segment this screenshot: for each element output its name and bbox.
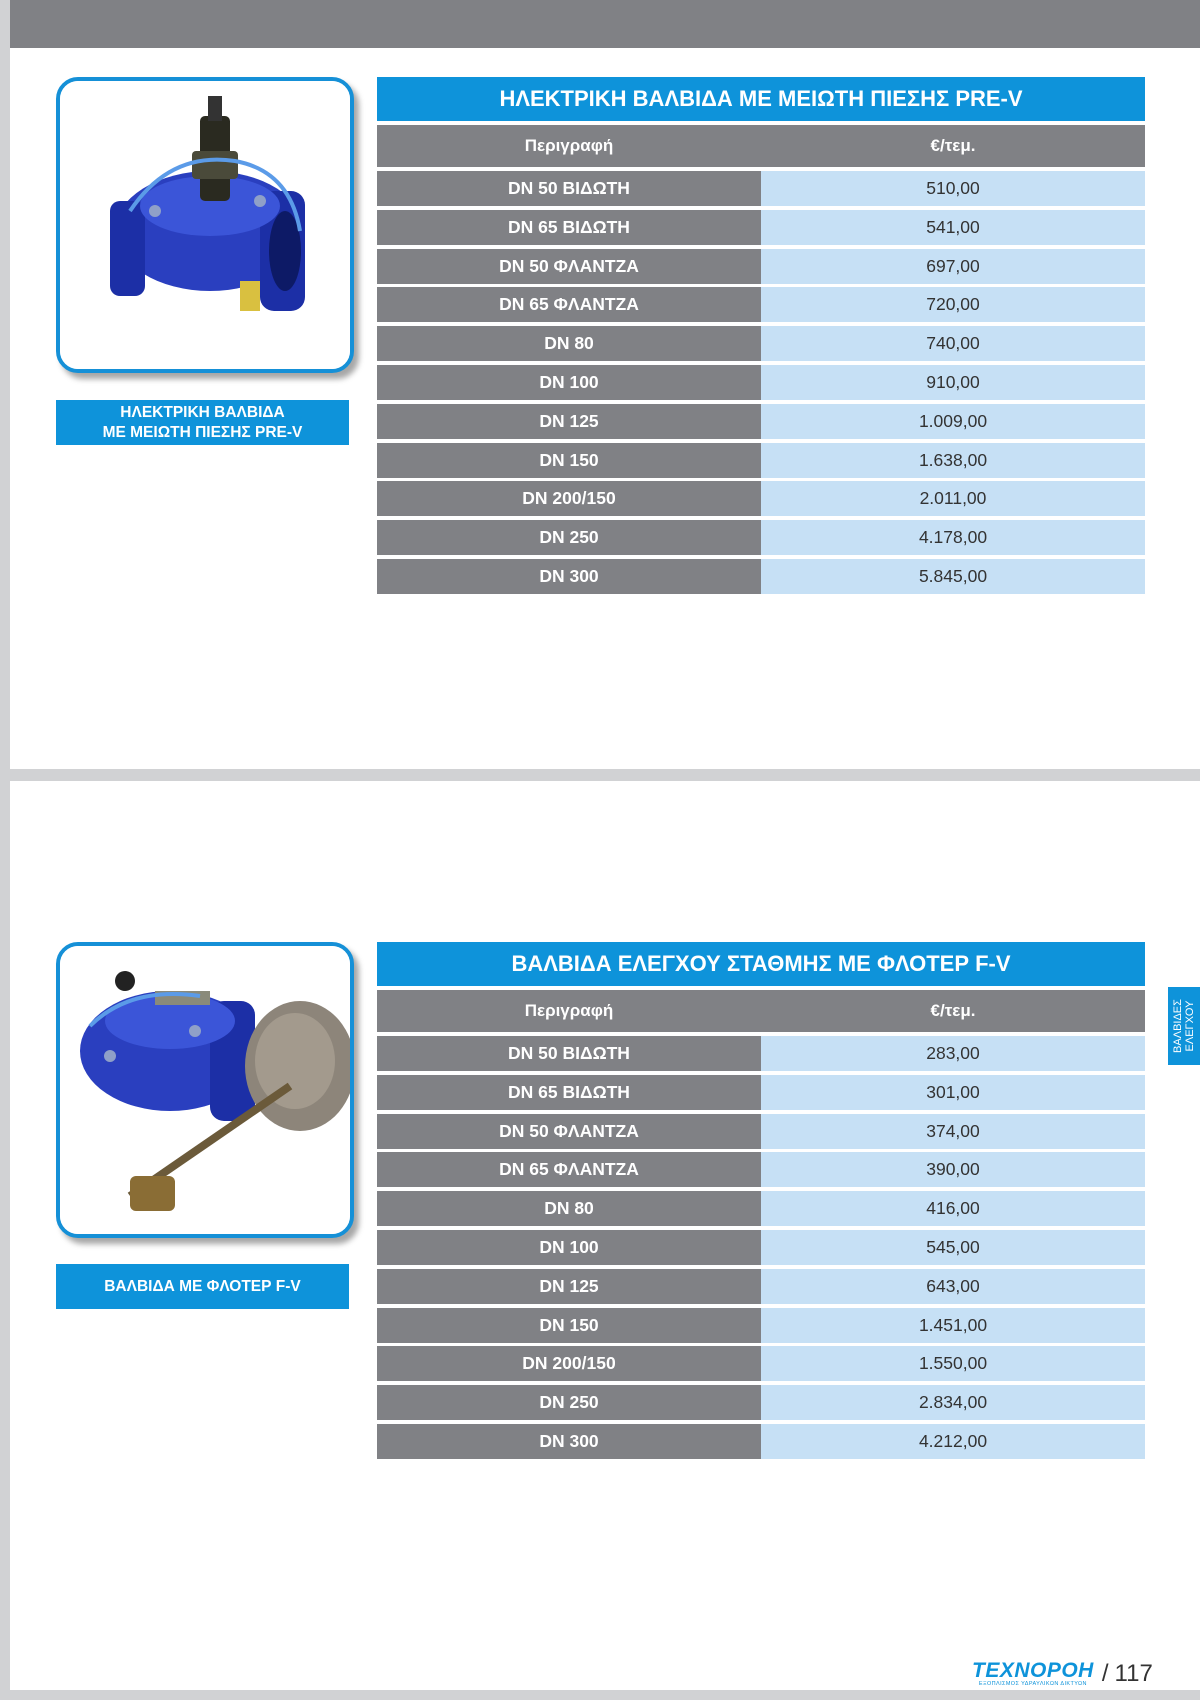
table-row <box>377 249 1145 284</box>
table-row <box>377 1385 1145 1420</box>
row-price: 1.638,00 <box>761 443 1145 478</box>
product-photo-pre-v <box>56 77 354 373</box>
row-price: 2.834,00 <box>761 1385 1145 1420</box>
page-footer <box>972 1656 1153 1692</box>
row-description: DN 50 ΦΛΑΝΤΖΑ <box>377 249 761 284</box>
row-description: DN 65 ΒΙΔΩΤΗ <box>377 210 761 245</box>
table-row <box>377 171 1145 206</box>
valve-f-v-image <box>60 946 350 1234</box>
caption-line-1: ΗΛΕΚΤΡΙΚΗ ΒΑΛΒΙΔΑ <box>120 403 285 421</box>
caption-line-1: ΒΑΛΒΙΔΑ ΜΕ ΦΛΟΤΕΡ F-V <box>104 1277 301 1295</box>
table-row <box>377 1191 1145 1226</box>
table-row <box>377 520 1145 555</box>
row-description: DN 50 ΒΙΔΩΤΗ <box>377 171 761 206</box>
table-row <box>377 1152 1145 1187</box>
row-price: 1.451,00 <box>761 1308 1145 1343</box>
table-title: ΒΑΛΒΙΔΑ ΕΛΕΓΧΟΥ ΣΤΑΘΜΗΣ ΜΕ ΦΛΟΤΕΡ F-V <box>377 942 1145 986</box>
row-description: DN 250 <box>377 520 761 555</box>
row-price: 301,00 <box>761 1075 1145 1110</box>
row-description: DN 300 <box>377 559 761 594</box>
table-title: ΗΛΕΚΤΡΙΚΗ ΒΑΛΒΙΔΑ ΜΕ ΜΕΙΩΤΗ ΠΙΕΣΗΣ PRE-V <box>377 77 1145 121</box>
table-row <box>377 326 1145 361</box>
row-price: 4.212,00 <box>761 1424 1145 1459</box>
brand-logo <box>972 1658 1094 1688</box>
header-description: Περιγραφή <box>524 1001 614 1020</box>
table-header <box>377 990 1145 1032</box>
row-price: 697,00 <box>761 249 1145 284</box>
row-description: DN 50 ΒΙΔΩΤΗ <box>377 1036 761 1071</box>
page-separator: / <box>1101 1660 1109 1687</box>
table-row <box>377 1269 1145 1304</box>
row-description: DN 80 <box>377 326 761 361</box>
table-row <box>377 287 1145 322</box>
table-row <box>377 1036 1145 1071</box>
row-price: 1.550,00 <box>761 1346 1145 1381</box>
row-description: DN 100 <box>377 1230 761 1265</box>
row-price: 4.178,00 <box>761 520 1145 555</box>
row-description: DN 50 ΦΛΑΝΤΖΑ <box>377 1114 761 1149</box>
row-description: DN 250 <box>377 1385 761 1420</box>
row-description: DN 150 <box>377 443 761 478</box>
page-number: 117 <box>1114 1660 1153 1687</box>
row-description: DN 150 <box>377 1308 761 1343</box>
brand-tagline: ΕΞΟΠΛΙΣΜΟΣ ΥΔΡΑΥΛΙΚΩΝ ΔΙΚΤΥΩΝ <box>978 1680 1087 1687</box>
row-price: 545,00 <box>761 1230 1145 1265</box>
table-header <box>377 125 1145 167</box>
row-description: DN 65 ΦΛΑΝΤΖΑ <box>377 1152 761 1187</box>
row-price: 510,00 <box>761 171 1145 206</box>
row-description: DN 200/150 <box>377 1346 761 1381</box>
row-description: DN 125 <box>377 1269 761 1304</box>
table-row <box>377 559 1145 594</box>
price-table-pre-v <box>377 77 1145 598</box>
side-tab-line-2: ΕΛΕΓΧΟΥ <box>1184 1000 1196 1052</box>
product-caption-f-v <box>56 1264 349 1309</box>
table-row <box>377 1308 1145 1343</box>
side-tab-line-1: ΒΑΛΒΙΔΕΣ <box>1172 999 1184 1053</box>
row-price: 283,00 <box>761 1036 1145 1071</box>
row-description: DN 65 ΒΙΔΩΤΗ <box>377 1075 761 1110</box>
row-description: DN 125 <box>377 404 761 439</box>
price-table-f-v <box>377 942 1145 1463</box>
table-row <box>377 481 1145 516</box>
product-caption-pre-v <box>56 400 349 445</box>
top-bar <box>0 0 1200 48</box>
table-row <box>377 365 1145 400</box>
row-price: 910,00 <box>761 365 1145 400</box>
table-row <box>377 1114 1145 1149</box>
header-price: €/τεμ. <box>930 136 976 155</box>
product-photo-f-v <box>56 942 354 1238</box>
table-row <box>377 1424 1145 1459</box>
row-description: DN 300 <box>377 1424 761 1459</box>
row-price: 720,00 <box>761 287 1145 322</box>
table-row <box>377 1230 1145 1265</box>
row-price: 416,00 <box>761 1191 1145 1226</box>
header-price: €/τεμ. <box>930 1001 976 1020</box>
section-divider <box>0 769 1200 781</box>
table-row <box>377 210 1145 245</box>
row-description: DN 100 <box>377 365 761 400</box>
row-price: 740,00 <box>761 326 1145 361</box>
table-row <box>377 404 1145 439</box>
header-description: Περιγραφή <box>524 136 614 155</box>
row-description: DN 65 ΦΛΑΝΤΖΑ <box>377 287 761 322</box>
table-row <box>377 1346 1145 1381</box>
row-price: 390,00 <box>761 1152 1145 1187</box>
side-tab-valves[interactable] <box>1168 987 1200 1065</box>
table-row <box>377 1075 1145 1110</box>
valve-pre-v-image <box>60 81 350 369</box>
row-price: 1.009,00 <box>761 404 1145 439</box>
row-price: 2.011,00 <box>761 481 1145 516</box>
row-description: DN 200/150 <box>377 481 761 516</box>
row-description: DN 80 <box>377 1191 761 1226</box>
left-margin-bar <box>0 0 10 1700</box>
table-row <box>377 443 1145 478</box>
brand-name: ΤΕΧΝΟΡΟΗ <box>972 1658 1094 1682</box>
row-price: 374,00 <box>761 1114 1145 1149</box>
row-price: 541,00 <box>761 210 1145 245</box>
row-price: 643,00 <box>761 1269 1145 1304</box>
caption-line-2: ΜΕ ΜΕΙΩΤΗ ΠΙΕΣΗΣ PRE-V <box>102 423 303 441</box>
row-price: 5.845,00 <box>761 559 1145 594</box>
